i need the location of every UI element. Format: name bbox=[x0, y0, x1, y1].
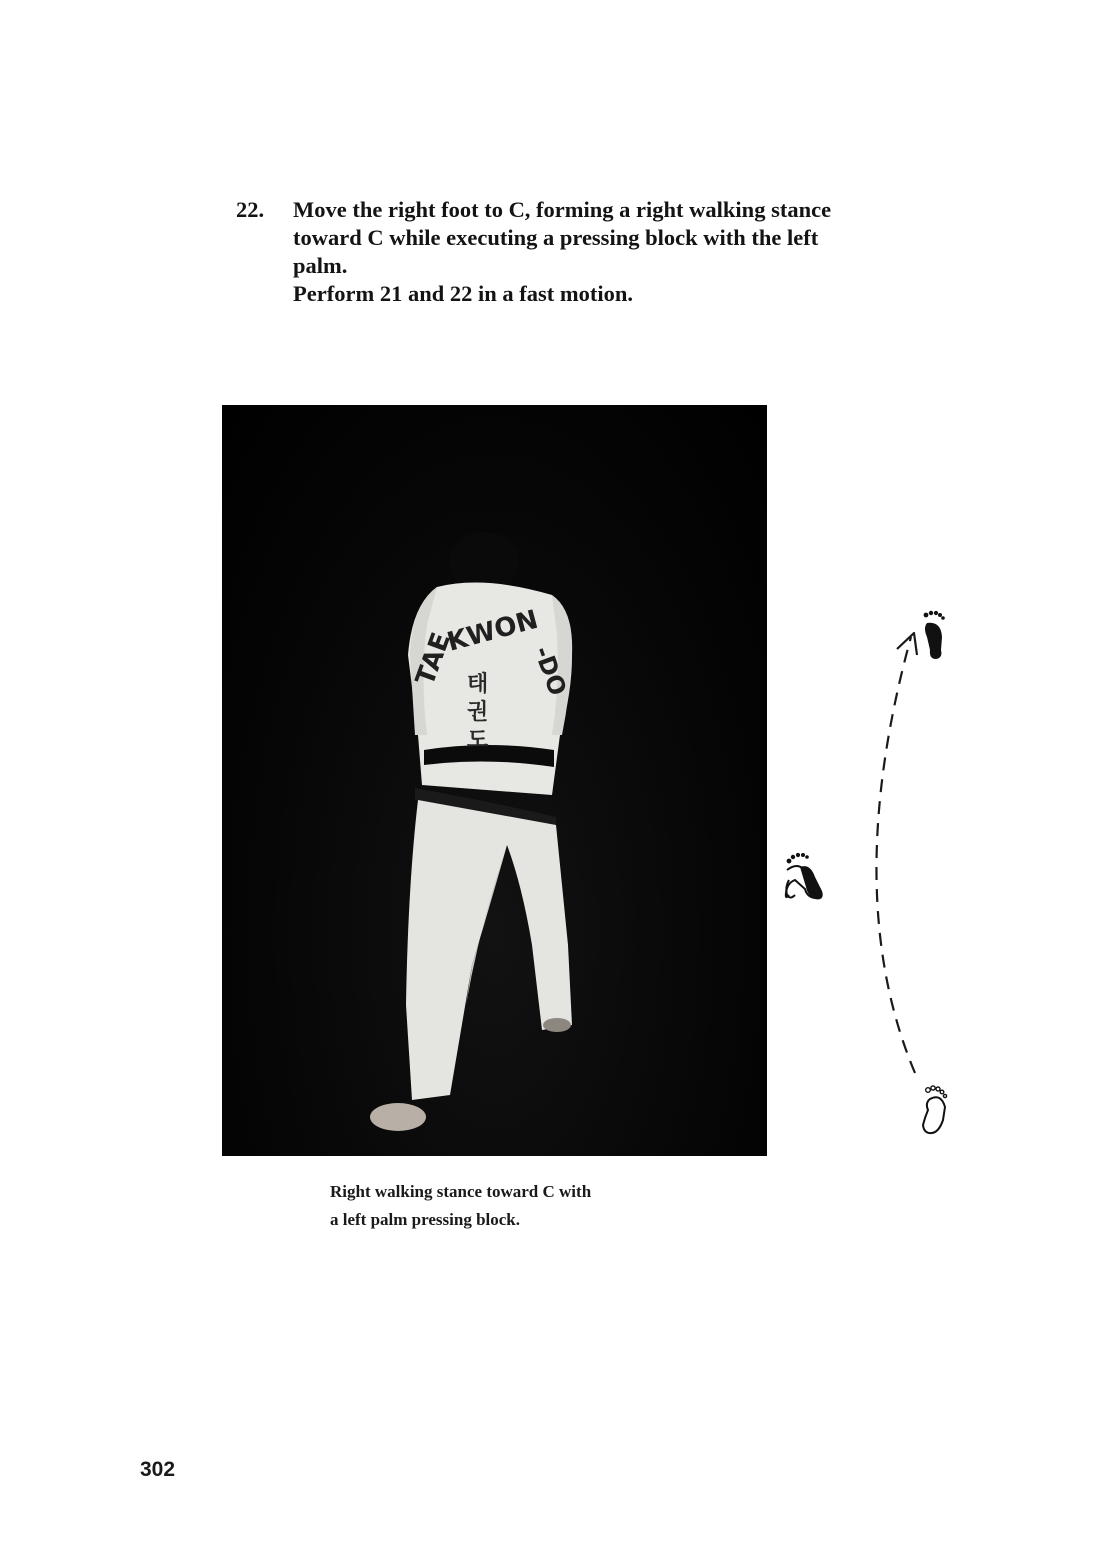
uniform-pants bbox=[406, 800, 572, 1100]
uniform-text-do: -DO bbox=[528, 642, 572, 700]
svg-text:권: 권 bbox=[467, 700, 489, 725]
caption-line: a left palm pressing block. bbox=[330, 1210, 521, 1229]
right-foot-start-icon bbox=[923, 1086, 947, 1133]
practitioner-figure bbox=[222, 405, 767, 1156]
svg-text:태: 태 bbox=[467, 672, 489, 697]
step-number: 22. bbox=[236, 197, 265, 222]
uniform-text-kwon: KWON bbox=[444, 604, 542, 658]
page-number: 302 bbox=[140, 1458, 176, 1481]
stance-photo bbox=[222, 405, 767, 1156]
step-text bbox=[293, 196, 923, 308]
step-line: palm. bbox=[293, 253, 348, 278]
step-line: toward C while executing a pressing block with the left bbox=[293, 225, 819, 250]
uniform-text-tae: TAE bbox=[410, 628, 457, 690]
dashed-arc-arrow-icon bbox=[876, 637, 915, 1073]
step-line: Perform 21 and 22 in a fast motion. bbox=[293, 281, 633, 306]
svg-text:도: 도 bbox=[467, 728, 489, 753]
bare-foot bbox=[370, 1103, 426, 1131]
caption-line: Right walking stance toward C with bbox=[330, 1182, 592, 1201]
step-line: Move the right foot to C, forming a right walking stance bbox=[293, 197, 832, 222]
right-foot-end-icon bbox=[924, 611, 945, 659]
photo-caption bbox=[330, 1178, 591, 1234]
footstep-diagram bbox=[775, 595, 965, 1155]
left-foot-icon bbox=[786, 853, 823, 899]
